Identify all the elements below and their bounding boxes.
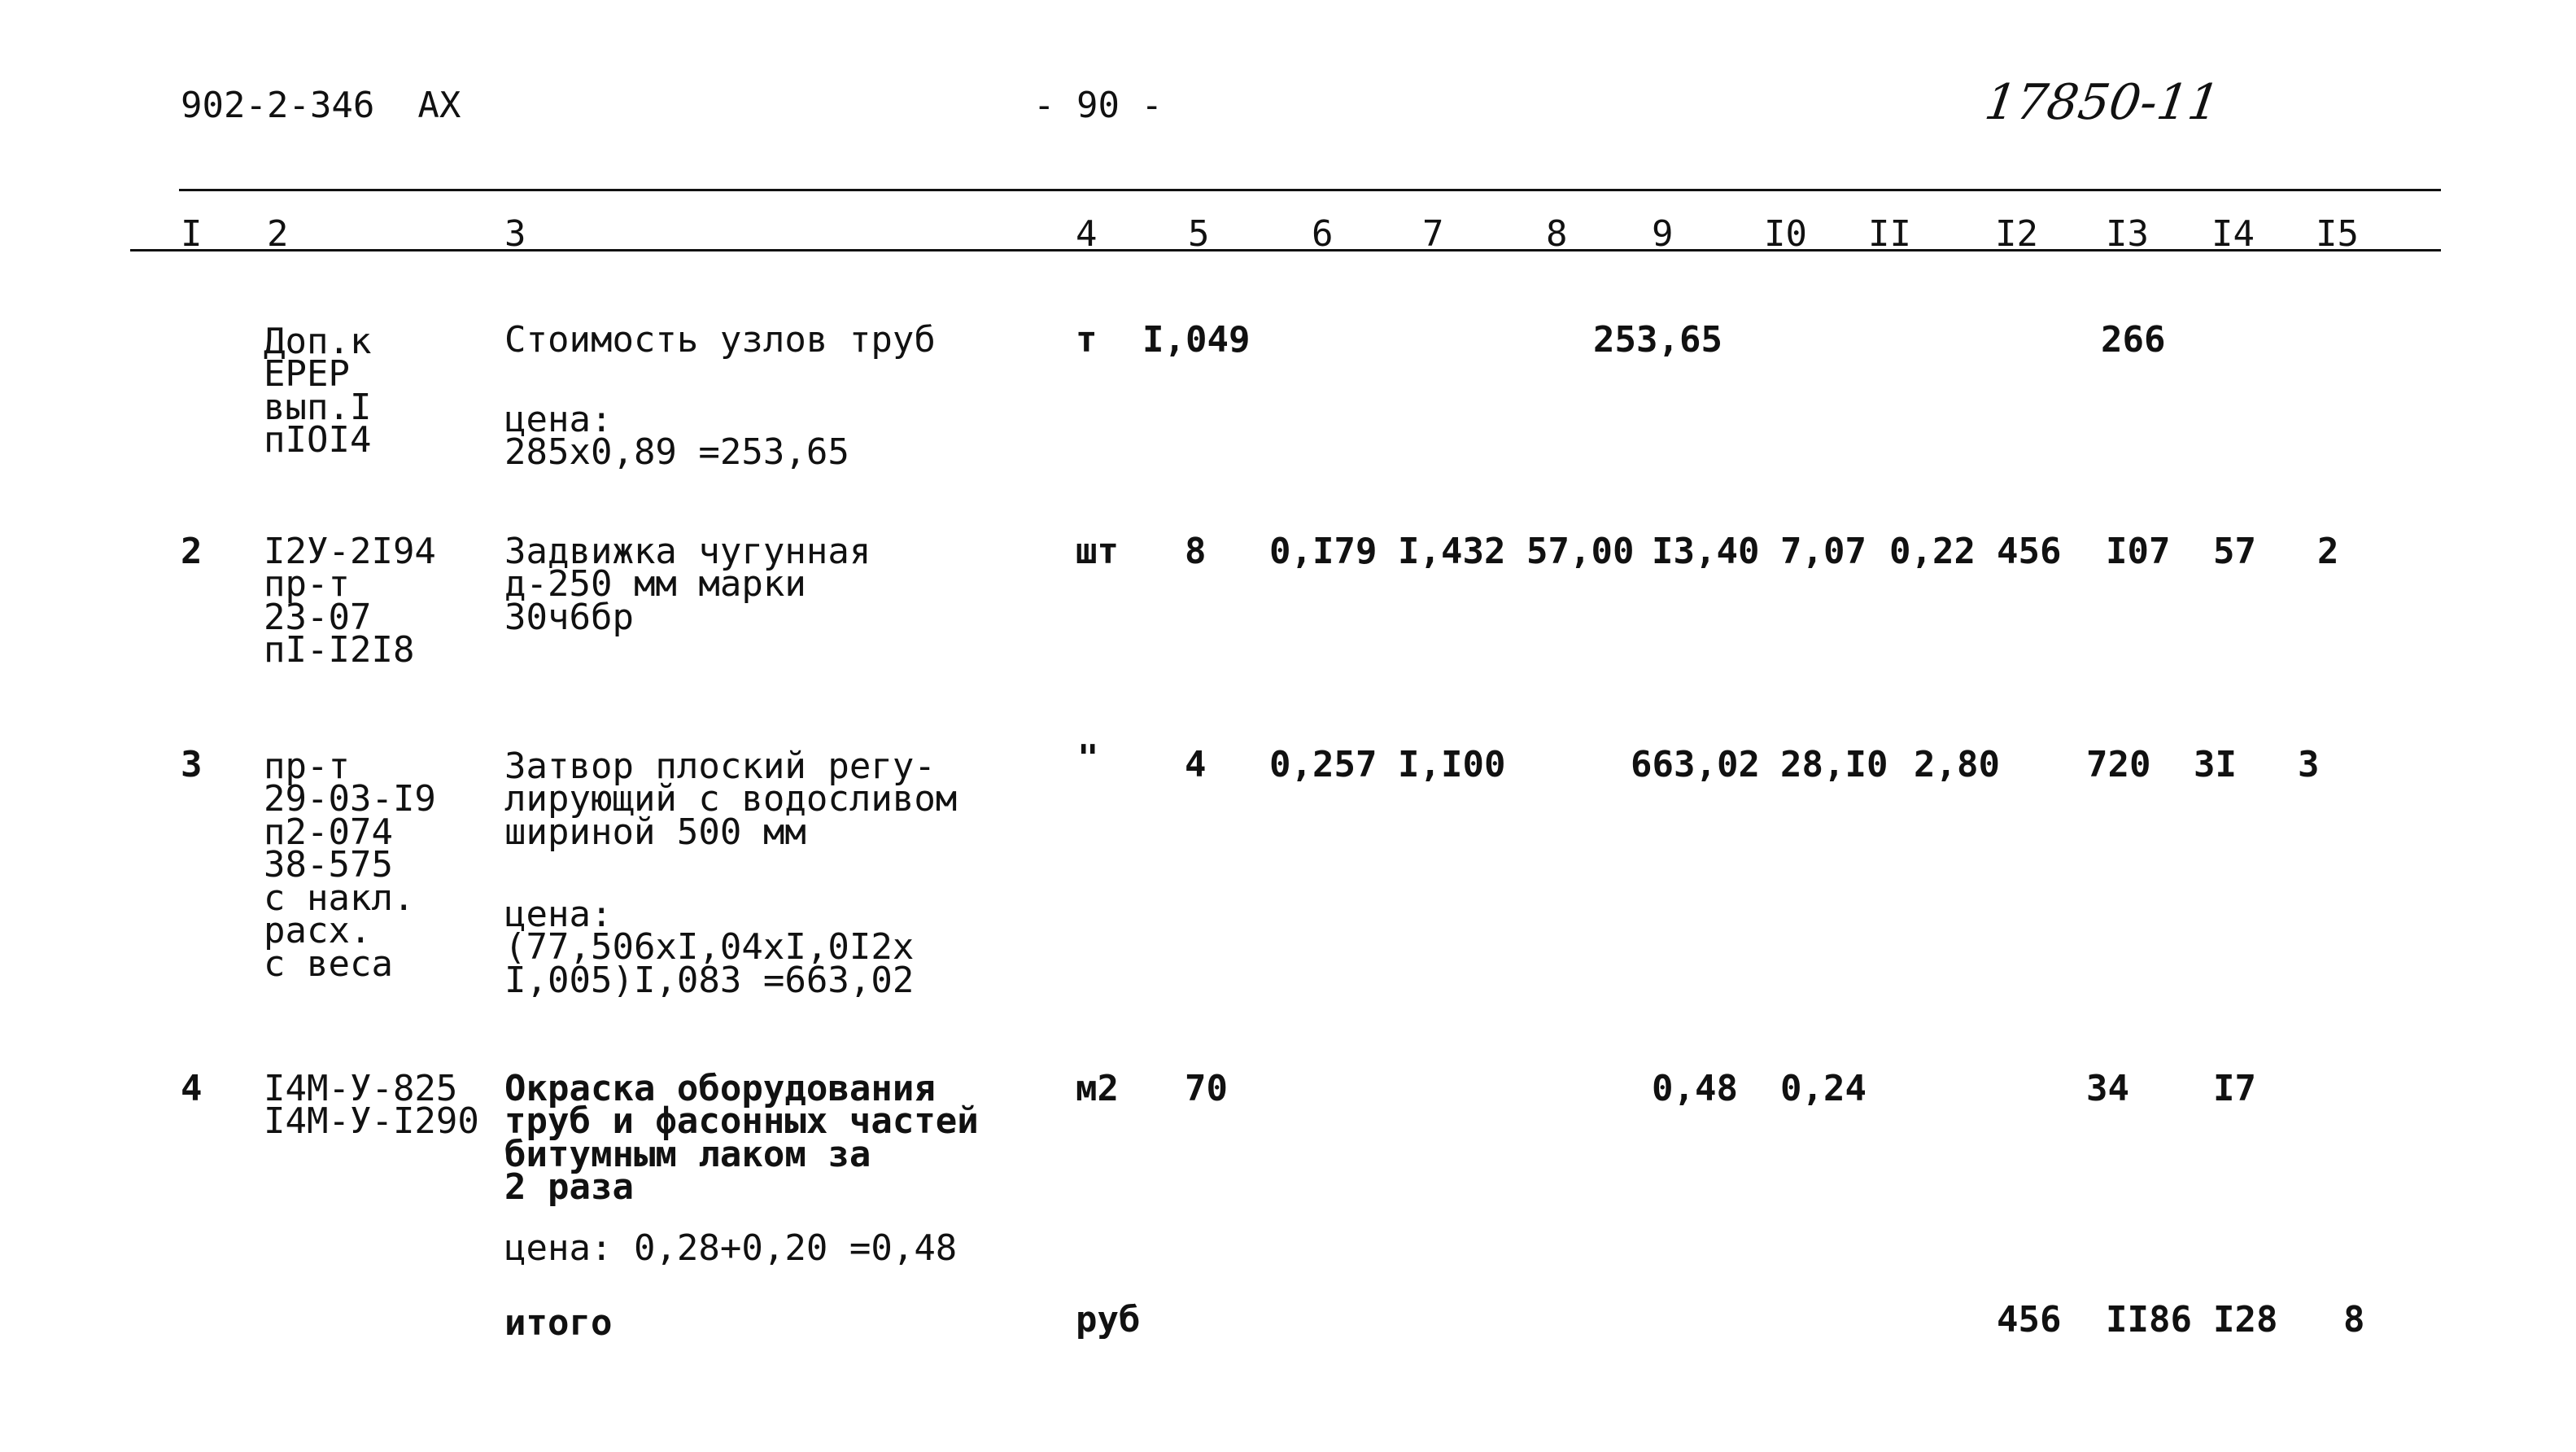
row2-c14: 57 <box>2213 531 2256 572</box>
row2-c5: 8 <box>1185 531 1207 572</box>
col-num-12: I2 <box>1995 213 2038 255</box>
col-num-10: I0 <box>1764 213 1807 255</box>
document-code: 902-2-346 АХ <box>181 85 461 126</box>
row1-unit: т <box>1076 319 1098 361</box>
col-num-3: 3 <box>504 213 526 255</box>
col-num-7: 7 <box>1422 213 1444 255</box>
row2-ref: I2У-2I94 пр-т 23-07 пI-I2I8 <box>264 531 436 671</box>
row1-c5: I,049 <box>1142 319 1251 361</box>
row1-c9: 253,65 <box>1593 319 1722 361</box>
row4-unit: м2 <box>1076 1068 1119 1109</box>
row3-c6: 0,257 <box>1269 744 1378 785</box>
row4-c9: 0,48 <box>1652 1068 1738 1109</box>
row2-c11: 0,22 <box>1889 531 1976 572</box>
row2-c6: 0,I79 <box>1269 531 1378 572</box>
row2-c13: I07 <box>2106 531 2171 572</box>
total-c13: II86 <box>2106 1299 2192 1340</box>
row1-price-note: цена: 285х0,89 =253,65 <box>504 399 849 474</box>
row4-num: 4 <box>181 1068 203 1109</box>
row4-ref: I4М-У-825 I4М-У-I290 <box>264 1068 479 1143</box>
row3-unit: " <box>1077 737 1099 779</box>
col-num-13: I3 <box>2106 213 2149 255</box>
row3-c15: 3 <box>2298 744 2320 785</box>
row2-name: Задвижка чугунная д-250 мм марки 30ч6бр <box>504 531 871 638</box>
row4-c5: 70 <box>1185 1068 1228 1109</box>
row3-c9: 663,02 <box>1631 744 1760 785</box>
row3-c5: 4 <box>1185 744 1207 785</box>
col-num-11: II <box>1868 213 1911 255</box>
row4-c13: 34 <box>2086 1068 2129 1109</box>
col-num-9: 9 <box>1652 213 1674 255</box>
col-num-15: I5 <box>2316 213 2359 255</box>
total-label: итого <box>504 1302 613 1344</box>
handwritten-number: 17850-11 <box>1981 74 2224 131</box>
row2-num: 2 <box>181 531 203 572</box>
row2-c7: I,432 <box>1398 531 1506 572</box>
row2-unit: шт <box>1076 531 1119 572</box>
column-header-rule <box>130 249 2441 251</box>
col-num-2: 2 <box>267 213 289 255</box>
page-number: - 90 - <box>1033 85 1163 126</box>
col-num-14: I4 <box>2211 213 2255 255</box>
row4-c14: I7 <box>2213 1068 2256 1109</box>
row3-num: 3 <box>181 744 203 785</box>
col-num-4: 4 <box>1076 213 1098 255</box>
total-c15: 8 <box>2343 1299 2365 1340</box>
total-c12: 456 <box>1997 1299 2062 1340</box>
col-num-5: 5 <box>1188 213 1210 255</box>
row3-ref: пр-т 29-03-I9 п2-074 38-575 с накл. расх. с веса <box>264 746 436 985</box>
row2-c8: 57,00 <box>1526 531 1635 572</box>
row3-name: Затвор плоский регу- лирующий с водосливом шириной 500 мм <box>504 746 958 853</box>
row2-c15: 2 <box>2317 531 2339 572</box>
row2-c9: I3,40 <box>1652 531 1760 572</box>
row4-name: Окраска оборудования труб и фасонных частей битумным лаком за 2 раза <box>504 1068 979 1209</box>
row3-c11: 2,80 <box>1914 744 2000 785</box>
col-num-8: 8 <box>1546 213 1568 255</box>
row3-c14: 3I <box>2194 744 2237 785</box>
row3-c10: 28,I0 <box>1780 744 1888 785</box>
row1-c13: 266 <box>2101 319 2166 361</box>
total-c14: I28 <box>2213 1299 2278 1340</box>
col-num-6: 6 <box>1312 213 1334 255</box>
total-unit: руб <box>1076 1299 1141 1340</box>
row3-c7: I,I00 <box>1398 744 1506 785</box>
row2-c10: 7,07 <box>1780 531 1867 572</box>
row4-c10: 0,24 <box>1780 1068 1867 1109</box>
row1-ref: Доп.к ЕРЕР вып.I пIOI4 <box>264 321 372 461</box>
col-num-1: I <box>181 213 203 255</box>
top-rule <box>179 189 2441 191</box>
row4-price-note: цена: 0,28+0,20 =0,48 <box>504 1227 958 1269</box>
row2-c12: 456 <box>1997 531 2062 572</box>
row3-c13: 720 <box>2086 744 2151 785</box>
row3-price-note: цена: (77,506хI,04хI,0I2х I,005)I,083 =663,02 <box>504 894 915 1001</box>
row1-name: Стоимость узлов труб <box>504 319 936 361</box>
